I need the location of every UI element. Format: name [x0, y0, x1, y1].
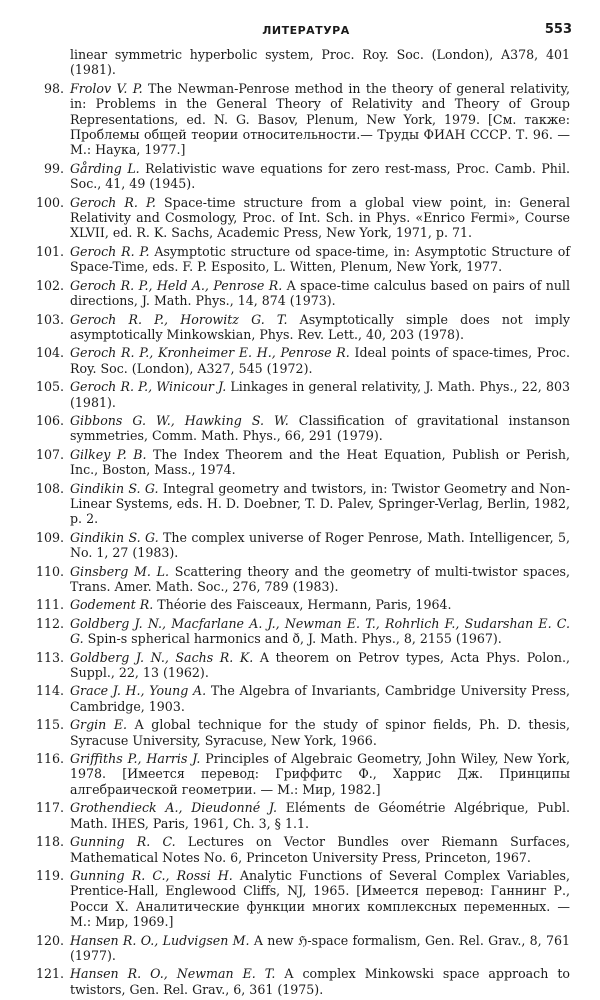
reference-text: Asymptotically simple does not imply asymptotically Minkowskian, Phys. Rev. Lett., 40, 203 (1978). [70, 311, 571, 342]
reference-text: The complex universe of Roger Penrose, Math. Intelligencer, 5, No. 1, 27 (1983). [70, 529, 570, 561]
reference-continuation: linear symmetric hyperbolic system, Proc. Roy. Soc. (London), A378, 401 (1981). [70, 47, 570, 78]
reference-text: Asymptotic structure od space-time, in: Asymptotic Structure of Space-Time, eds. F. P. Esposito, L. Witten, Plenum, New York, 1977. [70, 243, 570, 275]
reference-text: Scattering theory and the geometry of multi-twistor spaces, Trans. Amer. Math. Soc., 276, 789 (1983). [70, 563, 571, 594]
reference-number: 103. [35, 311, 64, 327]
reference-entry [30, 834, 570, 865]
reference-number: 110. [35, 563, 64, 579]
reference-authors: Gilkey P. B. [70, 446, 147, 462]
reference-authors: Geroch R. P., Winicour J. [70, 379, 227, 395]
reference-number: 118. [35, 834, 64, 850]
reference-authors: Ginsberg M. L. [70, 563, 170, 579]
reference-authors: Geroch R. P., Kronheimer E. H., Penrose R. [70, 345, 350, 361]
reference-number: 113. [35, 649, 64, 665]
reference-entry [30, 161, 570, 192]
reference-number: 108. [35, 480, 64, 496]
reference-entry [30, 933, 570, 964]
reference-number: 111. [35, 597, 64, 613]
reference-text: Space-time structure from a global view point, in: General Relativity and Cosmology, Proc. of Int. Sch. in Phys. «Enrico Fermi», Course XLVII, ed. R. K. Sachs, Academic Press, New York, 1971, p. 71. [70, 194, 571, 241]
reference-entry [30, 447, 570, 478]
reference-text: Classification of gravitational instanson symmetries, Comm. Math. Phys., 66, 291 (1979). [70, 412, 570, 444]
reference-text: A theorem on Petrov types, Acta Phys. Polon., Suppl., 22, 13 (1962). [70, 649, 570, 681]
reference-number: 104. [35, 345, 64, 361]
reference-entry [30, 751, 570, 797]
reference-number: 120. [35, 932, 64, 948]
reference-authors: Geroch R. P., Horowitz G. T. [70, 311, 288, 327]
reference-text: Principles of Algebraic Geometry, John Wiley, New York, 1978. [Имеется перевод: Гриффитс Ф., Харрис Дж. Принципы алгебраической геометрии. — М.: Мир, 1982.] [70, 751, 570, 797]
reference-text: Spin-s spherical harmonics and ð, J. Math. Phys., 8, 2155 (1967). [83, 631, 502, 647]
reference-entry [30, 564, 570, 595]
reference-text: Eléments de Géométrie Algébrique, Publ. Math. IHES, Paris, 1961, Ch. 3, § 1.1. [70, 800, 570, 831]
reference-text: A complex Minkowski space approach to twistors, Gen. Rel. Grav., 6, 361 (1975). [70, 966, 570, 997]
reference-text: The Index Theorem and the Heat Equation, Publish or Perish, Inc., Boston, Mass., 1974. [70, 446, 570, 478]
reference-authors: Gindikin S. G. [70, 480, 159, 496]
reference-number: 106. [35, 412, 64, 428]
reference-entry [30, 481, 570, 527]
reference-text: Integral geometry and twistors, in: Twistor Geometry and Non-Linear Systems, eds. H. D. Doebner, T. D. Palev, Springer-Verlag, Berlin, 1982, p. 2. [70, 480, 570, 527]
reference-authors: Hansen R. O., Newman E. T. [70, 966, 276, 982]
reference-entry [30, 379, 570, 410]
reference-text: A space-time calculus based on pairs of null directions, J. Math. Phys., 14, 874 (1973). [70, 277, 570, 309]
reference-entry [30, 966, 570, 997]
reference-text: A new ℌ-space formalism, Gen. Rel. Grav., 8, 761 (1977). [70, 932, 570, 963]
reference-authors: Frolov V. P. [70, 80, 143, 96]
reference-entry [30, 530, 570, 561]
reference-entry [30, 312, 570, 343]
reference-authors: Godement R. [70, 597, 154, 613]
reference-authors: Geroch R. P., Held A., Penrose R. [70, 277, 283, 293]
reference-entry [30, 597, 570, 612]
reference-text: Ideal points of space-times, Proc. Roy. Soc. (London), A327, 545 (1972). [70, 345, 570, 376]
reference-number: 105. [35, 379, 64, 395]
reference-authors: Gårding L. [70, 160, 140, 176]
reference-text: The Algebra of Invariants, Cambridge University Press, Cambridge, 1903. [70, 683, 571, 714]
reference-entry [30, 244, 570, 275]
reference-number: 109. [35, 529, 64, 545]
reference-text: A global technique for the study of spinor fields, Ph. D. thesis, Syracuse University, Syracuse, New York, 1966. [70, 717, 570, 748]
reference-authors: Goldberg J. N., Macfarlane A. J., Newman E. T., Rohrlich F., Sudarshan E. C. G. [70, 615, 570, 647]
reference-entry [30, 650, 570, 681]
reference-number: 112. [35, 615, 64, 631]
reference-authors: Geroch R. P. [70, 194, 156, 210]
reference-text: Relativistic wave equations for zero rest-mass, Proc. Camb. Phil. Soc., 41, 49 (1945). [70, 160, 570, 192]
reference-authors: Grgin E. [70, 717, 128, 733]
reference-entry [30, 868, 570, 930]
reference-entry [30, 345, 570, 376]
reference-entry [30, 195, 570, 241]
reference-number: 114. [35, 683, 64, 699]
reference-text: Théorie des Faisceaux, Hermann, Paris, 1964. [153, 597, 452, 613]
page-number: 553 [544, 22, 572, 37]
reference-number: 99. [43, 160, 64, 176]
reference-number: 121. [35, 966, 64, 982]
reference-authors: Hansen R. O., Ludvigsen M. [70, 932, 250, 948]
reference-text: Analytic Functions of Several Complex Variables, Prentice-Hall, Englewood Cliffs, NJ, 1965. [Имеется перевод: Ганнинг Р., Росси Х. Аналитические функции многих комплексных переменных. — М.: Мир, 1969.] [70, 867, 570, 930]
reference-authors: Gunning R. C. [70, 834, 176, 850]
reference-authors: Grace J. H., Young A. [70, 683, 207, 699]
reference-text: The Newman-Penrose method in the theory of general relativity, in: Problems in the General Theory of Relativity and Theory of Group Representations, ed. N. G. Basov, Plenum, New York, 1979. [См. также: Проблемы общей теории относительности.— Труды ФИАН СССР. Т. 96. — М.: Наука, 1977.] [70, 80, 570, 158]
reference-authors: Griffiths P., Harris J. [70, 751, 201, 767]
reference-entry [30, 81, 570, 158]
reference-list [30, 47, 570, 1000]
reference-authors: Gibbons G. W., Hawking S. W. [70, 412, 289, 428]
reference-number: 115. [35, 717, 64, 733]
reference-text: Linkages in general relativity, J. Math. Phys., 22, 803 (1981). [70, 379, 570, 410]
reference-number: 117. [35, 800, 64, 816]
reference-number: 98. [43, 80, 64, 96]
reference-authors: Grothendieck A., Dieudonné J. [70, 800, 278, 816]
reference-number: 116. [35, 751, 64, 767]
reference-number: 107. [35, 446, 64, 462]
reference-authors: Goldberg J. N., Sachs R. K. [70, 649, 254, 665]
page-header [40, 22, 572, 42]
reference-entry [30, 278, 570, 309]
reference-entry [30, 683, 570, 714]
reference-authors: Gunning R. C., Rossi H. [70, 867, 233, 883]
reference-entry [30, 616, 570, 647]
running-head: ЛИТЕРАТУРА [262, 24, 350, 37]
reference-number: 102. [35, 277, 64, 293]
reference-entry [30, 717, 570, 748]
reference-number: 119. [35, 867, 64, 883]
reference-authors: Gindikin S. G. [70, 529, 159, 545]
reference-number: 101. [35, 243, 64, 259]
reference-entry [30, 800, 570, 831]
reference-number: 100. [35, 194, 64, 210]
reference-text: Lectures on Vector Bundles over Riemann Surfaces, Mathematical Notes No. 6, Princeton University Press, Princeton, 1967. [70, 834, 570, 865]
reference-authors: Geroch R. P. [70, 243, 150, 259]
reference-entry [30, 413, 570, 444]
